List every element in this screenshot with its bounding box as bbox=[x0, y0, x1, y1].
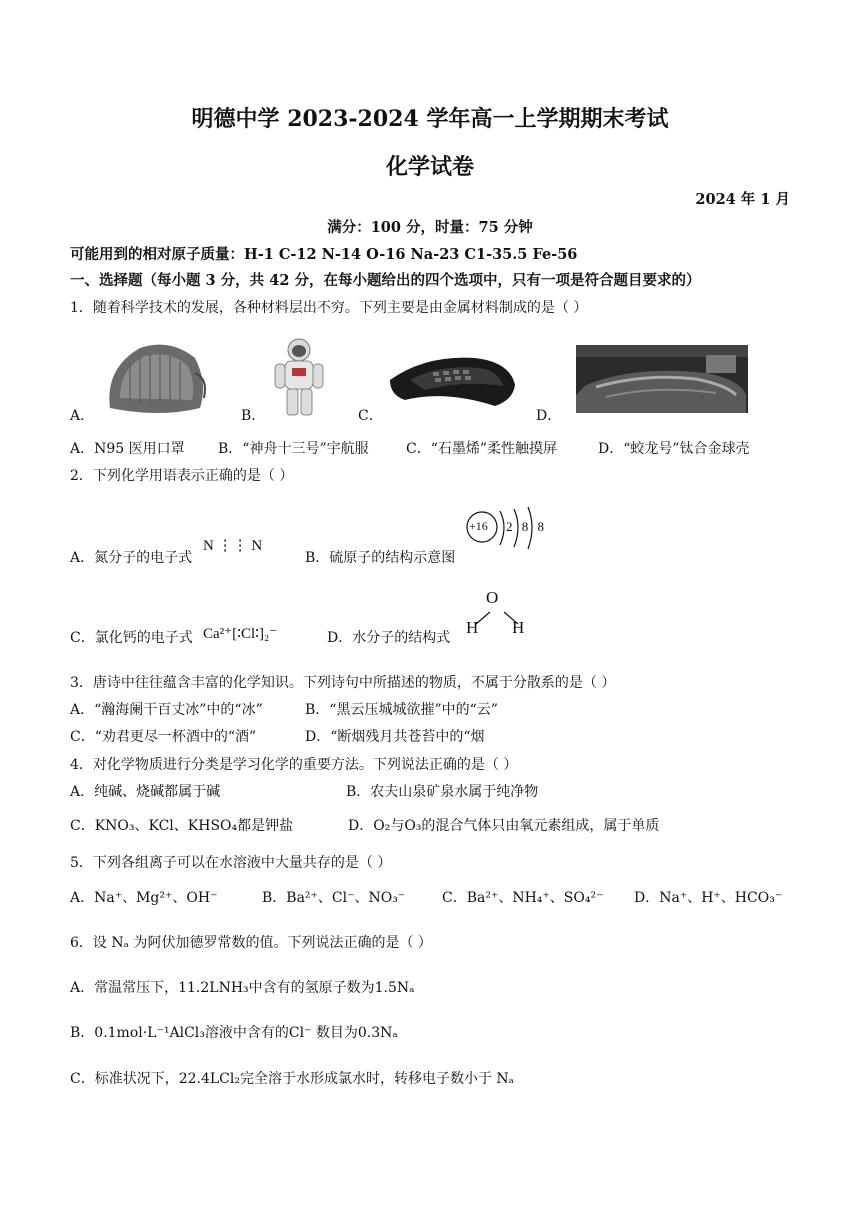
exam-date: 2024 年 1 月 bbox=[695, 191, 790, 208]
graphene-screen-image bbox=[385, 350, 520, 412]
q3-option-a: A．“瀚海阑干百丈冰”中的“冰” bbox=[70, 702, 263, 718]
atomic-masses: 可能用到的相对原子质量：H-1 C-12 N-14 O-16 Na-23 C1-35.5 Fe-56 bbox=[70, 246, 578, 263]
q6-option-b: B．0.1mol·L⁻¹AlCl₃溶液中含有的Cl⁻ 数目为0.3Nₐ bbox=[70, 1025, 398, 1041]
q6-option-c: C．标准状况下，22.4LCl₂完全溶于水形成氯水时，转移电子数小于 Nₐ bbox=[70, 1071, 515, 1087]
sulfur-shell-electrons: 2 8 8 bbox=[506, 519, 547, 534]
q1-img-label-b: B． bbox=[241, 408, 266, 424]
sulfur-nucleus-charge: +16 bbox=[469, 519, 488, 533]
q6-stem: 6．设 Nₐ 为阿伏加德罗常数的值。下列说法正确的是（ ） bbox=[70, 935, 432, 951]
q5-option-d: D．Na⁺、H⁺、HCO₃⁻ bbox=[634, 890, 783, 906]
q1-img-label-d: D． bbox=[536, 408, 562, 424]
water-hydrogen-right: H bbox=[512, 618, 525, 637]
q2-option-a: A．氮分子的电子式 bbox=[70, 550, 193, 566]
q5-option-b: B．Ba²⁺、Cl⁻、NO₃⁻ bbox=[262, 890, 406, 906]
q1-option-a: A．N95 医用口罩 bbox=[70, 441, 185, 457]
q1-stem: 1．随着科学技术的发展，各种材料层出不穷。下列主要是由金属材料制成的是（ ） bbox=[70, 300, 588, 316]
mask-image bbox=[100, 338, 210, 420]
q4-stem: 4．对化学物质进行分类是学习化学的重要方法。下列说法正确的是（ ） bbox=[70, 757, 518, 773]
q2-stem: 2．下列化学用语表示正确的是（ ） bbox=[70, 468, 294, 484]
submersible-hull-image bbox=[576, 345, 748, 413]
water-oxygen: O bbox=[486, 588, 499, 607]
q2-option-d: D．水分子的结构式 bbox=[327, 630, 451, 646]
q3-option-d: D．“断烟残月共苍苔中的“烟 bbox=[305, 729, 485, 745]
calcium-chloride-electron-formula: Ca²⁺[∶Cl∶]₂⁻ bbox=[203, 626, 278, 642]
q1-img-label-a: A． bbox=[70, 408, 95, 424]
q2-option-c: C．氯化钙的电子式 bbox=[70, 630, 193, 646]
exam-title: 明德中学 2023-2024 学年高一上学期期末考试 bbox=[191, 106, 669, 132]
q1-option-b: B．“神舟十三号”宇航服 bbox=[218, 441, 369, 457]
section-title: 一、选择题（每小题 3 分，共 42 分，在每小题给出的四个选项中，只有一项是符合题目要求的） bbox=[70, 272, 701, 289]
q3-option-c: C．“劝君更尽一杯酒中的“酒” bbox=[70, 729, 257, 745]
q5-stem: 5．下列各组离子可以在水溶液中大量共存的是（ ） bbox=[70, 855, 392, 871]
q1-img-label-c: C． bbox=[358, 408, 383, 424]
q4-option-a: A．纯碱、烧碱都属于碱 bbox=[70, 784, 221, 800]
q4-option-c: C．KNO₃、KCl、KHSO₄都是钾盐 bbox=[70, 818, 294, 834]
q5-option-a: A．Na⁺、Mg²⁺、OH⁻ bbox=[70, 890, 218, 906]
q3-option-b: B．“黑云压城城欲摧”中的“云” bbox=[305, 702, 498, 718]
water-hydrogen-left: H bbox=[466, 618, 479, 637]
q4-option-b: B．农夫山泉矿泉水属于纯净物 bbox=[346, 784, 539, 800]
q3-stem: 3．唐诗中往往蕴含丰富的化学知识。下列诗句中所描述的物质，不属于分散系的是（ ） bbox=[70, 675, 616, 691]
exam-subtitle: 化学试卷 bbox=[385, 154, 474, 180]
q5-option-c: C．Ba²⁺、NH₄⁺、SO₄²⁻ bbox=[442, 890, 604, 906]
score-time: 满分：100 分，时量：75 分钟 bbox=[327, 219, 533, 236]
q1-option-d: D．“蛟龙号”钛合金球壳 bbox=[598, 441, 750, 457]
spacesuit-image bbox=[272, 336, 327, 420]
q2-option-b: B．硫原子的结构示意图 bbox=[305, 550, 456, 566]
q6-option-a: A．常温常压下，11.2LNH₃中含有的氢原子数为1.5Nₐ bbox=[70, 980, 415, 996]
q4-option-d: D．O₂与O₃的混合气体只由氧元素组成，属于单质 bbox=[348, 818, 660, 834]
q1-option-c: C．“石墨烯”柔性触摸屏 bbox=[406, 441, 558, 457]
nitrogen-electron-formula: N ⋮⋮ N bbox=[203, 538, 263, 554]
